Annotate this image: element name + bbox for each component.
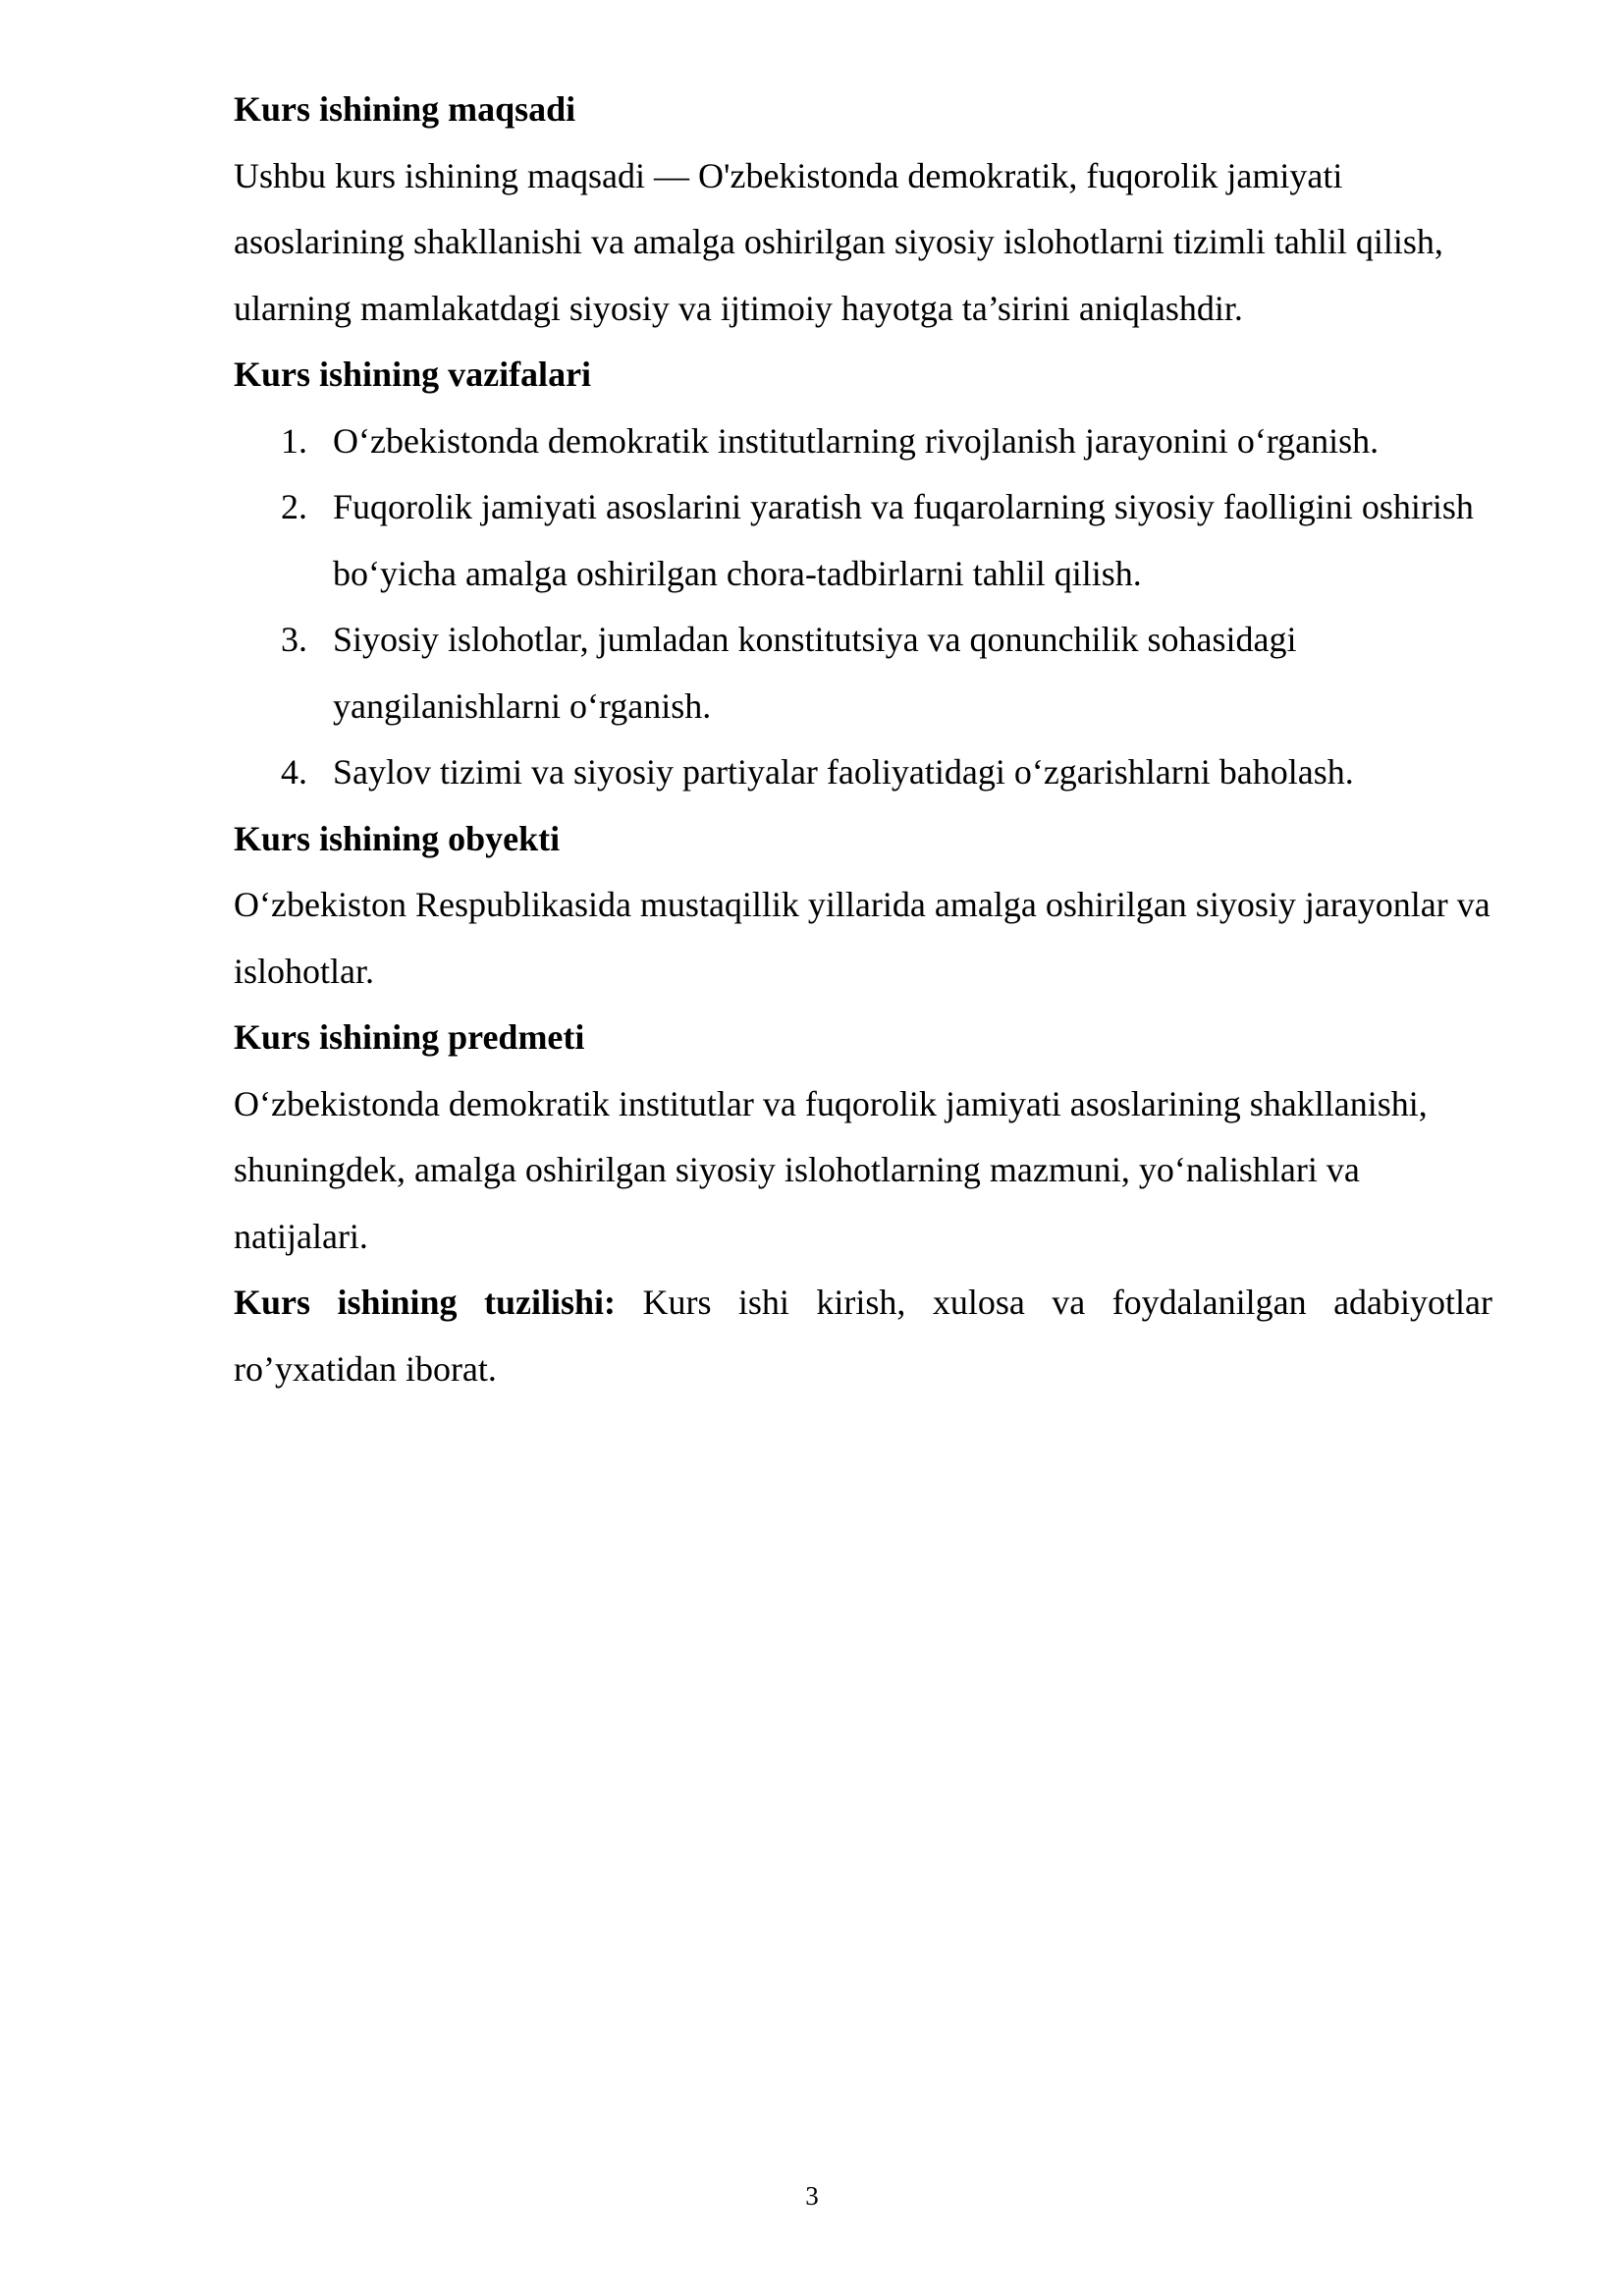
structure-text: Kurs ishi kirish, xulosa va foydalanilgan adabiyotlar ro’yxatidan iborat. [234, 1283, 1493, 1389]
task-number: 4. [281, 752, 307, 792]
object-paragraph: O‘zbekiston Respublikasida mustaqillik yillarida amalga oshirilgan siyosiy jarayonlar va islohotlar. [234, 885, 1490, 991]
structure-label: Kurs ishining tuzilishi: [234, 1283, 617, 1322]
task-number: 3. [281, 620, 307, 659]
task-item-4 [234, 739, 1492, 806]
task-item-2 [234, 474, 1492, 607]
subject-heading: Kurs ishining predmeti [234, 1017, 585, 1057]
task-number: 2. [281, 487, 307, 526]
task-text: O‘zbekistonda demokratik institutlarning rivojlanish jarayonini o‘rganish. [333, 420, 1380, 461]
subject-paragraph: O‘zbekistonda demokratik institutlar va fuqorolik jamiyati asoslarining shakllanishi, shuningdek, amalga oshirilgan siyosiy islohotlarning mazmuni, yo‘nalishlari va natijalari. [234, 1083, 1428, 1256]
task-text: Fuqorolik jamiyati asoslarini yaratish va fuqarolarning siyosiy faolligini oshirish bo‘yicha amalga oshirilgan chora-tadbirlarni tahlil qilish. [333, 487, 1474, 593]
task-text: Saylov tizimi va siyosiy partiyalar faoliyatidagi o‘zgarishlarni baholash. [333, 752, 1354, 792]
task-item-1 [234, 409, 1492, 475]
page-number: 3 [805, 2181, 819, 2211]
goal-paragraph: Ushbu kurs ishining maqsadi — O'zbekistonda demokratik, fuqorolik jamiyati asoslarining shakllanishi va amalga oshirilgan siyosiy islohotlarni tizimli tahlil qilish, ularning mamlakatdagi siyosiy va ijtimoiy hayotga ta’sirini aniqlashdir. [234, 155, 1443, 328]
task-item-3 [234, 607, 1492, 739]
tasks-list [234, 409, 1492, 806]
goal-heading: Kurs ishining maqsadi [234, 89, 576, 129]
structure-paragraph [234, 1270, 1492, 1402]
task-text: Siyosiy islohotlar, jumladan konstitutsiya va qonunchilik sohasidagi yangilanishlarni o‘rganish. [333, 620, 1297, 726]
document-body [234, 77, 1492, 1402]
object-heading: Kurs ishining obyekti [234, 818, 561, 858]
tasks-heading: Kurs ishining vazifalari [234, 355, 592, 394]
task-number: 1. [281, 420, 307, 461]
